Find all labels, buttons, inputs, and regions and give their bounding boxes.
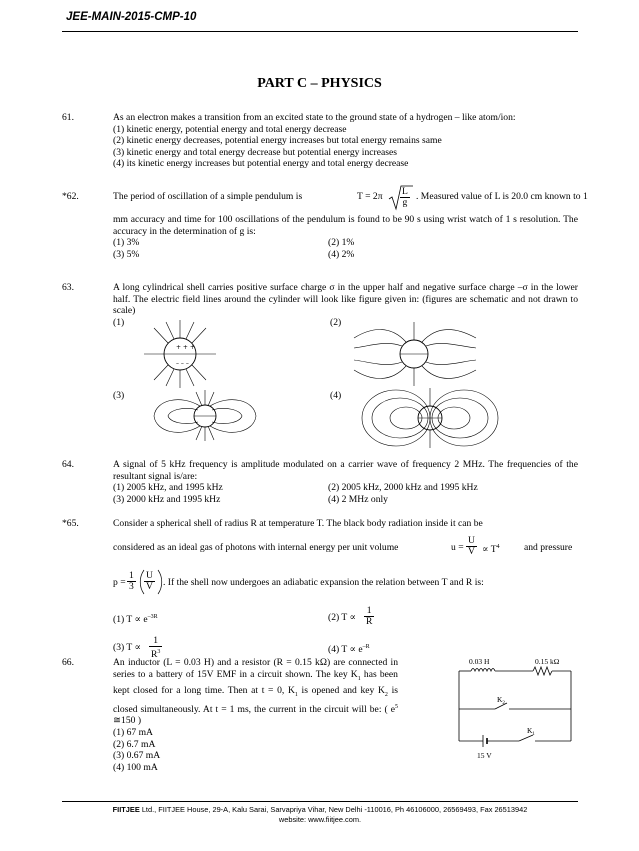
subscript-k1: 1 <box>294 692 298 698</box>
inductor-symbol <box>471 669 495 672</box>
field-figure-4 <box>360 386 500 450</box>
circuit-diagram <box>455 655 577 765</box>
stem-part-e: ≅150 ) <box>113 715 142 727</box>
fig-label-2: (2) <box>330 317 342 328</box>
question-stem-a: The period of oscillation of a simple pendulum is <box>113 191 303 202</box>
fraction-numerator: U <box>146 569 153 581</box>
svg-text:+ + +: + + + <box>176 344 195 351</box>
option-1 <box>113 612 158 626</box>
question-number: *62. <box>62 191 79 202</box>
fraction-numerator: U <box>468 534 475 546</box>
fraction-denominator-base: R <box>151 648 158 660</box>
stem-part-a: An inductor (L = 0.03 H) and a resistor (R = 0.15 kΩ) are connected in series to a battery of 15V EMF in a circuit shown. The key K <box>113 657 398 680</box>
option-4-exponent: –R <box>362 643 370 650</box>
question-stem-c: mm accuracy and time for 100 oscillations of the pendulum is found to be 90 s using wrist watch of 1 s resolution. The accuracy in the determination of g is: <box>113 214 578 237</box>
exponent-5: 5 <box>395 703 398 710</box>
u-rhs-text: ∝ T <box>482 543 497 555</box>
field-figure-2 <box>350 318 480 390</box>
option-2: (2) 2005 kHz, 2000 kHz and 1995 kHz <box>328 482 478 494</box>
u-fraction <box>466 536 477 557</box>
option-1-exponent: –3R <box>147 613 158 620</box>
question-stem: A long cylindrical shell carries positive surface charge σ in the upper half and negative surface charge –σ in the lower half. The electric field lines around the cylinder will look like figure given in: (figures are schematic and not drawn to scale) <box>113 282 578 317</box>
fraction-numerator: 1 <box>364 606 374 617</box>
subscript-k2: 2 <box>384 692 388 698</box>
resistor-symbol <box>533 667 552 675</box>
k2-label <box>497 695 505 706</box>
question-stem-a: Consider a spherical shell of radius R at temperature T. The black body radiation inside it can be <box>113 518 483 529</box>
fraction-numerator: L <box>402 186 408 197</box>
option-4: (4) 2% <box>328 248 355 260</box>
subscript-k1: 1 <box>357 675 361 682</box>
fraction-denominator-exponent: 3 <box>157 648 161 655</box>
option-1: (1) 2005 kHz, and 1995 kHz <box>113 482 223 494</box>
question-stem-b: . Measured value of L is 20.0 cm known to 1 <box>416 191 588 202</box>
question-stem <box>113 657 398 727</box>
footer-website: website: www.fiitjee.com. <box>278 815 362 824</box>
question-number: 61. <box>62 112 74 123</box>
option-2: (2) 6.7 mA <box>113 738 156 750</box>
question-number: *65. <box>62 518 79 529</box>
option-1: (1) 67 mA <box>113 726 153 738</box>
fraction-numerator: 1 <box>149 636 162 647</box>
field-figure-3 <box>150 388 260 443</box>
svg-text:– – –: – – – <box>176 360 189 367</box>
fraction-denominator: g <box>402 197 408 208</box>
stem-part-c: is opened and key K <box>297 685 385 697</box>
fraction-denominator: V <box>146 580 153 592</box>
option-3: (3) 2000 kHz and 1995 kHz <box>113 493 221 505</box>
fig-label-1: (1) <box>113 317 125 328</box>
k1-letter: K <box>527 726 533 735</box>
question-stem: As an electron makes a transition from an excited state to the ground state of a hydrogen – like atom/ion: <box>113 112 516 123</box>
battery-label: 15 V <box>477 751 492 760</box>
u-lhs: u = <box>451 541 464 553</box>
formula-lhs: T = 2π <box>357 191 383 202</box>
option-4: (4) 100 mA <box>113 761 158 773</box>
formula-fraction <box>400 187 410 208</box>
question-stem-c: and pressure <box>524 541 573 553</box>
option-1: (1) 3% <box>113 237 140 249</box>
question-stem-b: considered as an ideal gas of photons with internal energy per unit volume <box>113 541 399 553</box>
resistor-label: 0.15 kΩ <box>535 657 560 666</box>
question-stem-d: . If the shell now undergoes an adiabatic expansion the relation between T and R is: <box>163 576 484 588</box>
p-fraction <box>127 571 136 592</box>
option-4-text: (4) T ∝ e <box>328 643 363 655</box>
u-exponent: 4 <box>496 543 500 550</box>
stem-part-b: has been kept closed for a long time. Then at t = 0, K <box>113 668 398 697</box>
fraction-denominator: 3 <box>129 580 134 592</box>
option-1: (1) kinetic energy, potential energy and total energy decrease <box>113 123 347 135</box>
footer-line-1 <box>62 805 578 815</box>
k2-letter: K <box>497 695 503 704</box>
question-number: 64. <box>62 459 74 470</box>
option-3: (3) kinetic energy and total energy decrease but potential energy increases <box>113 146 397 158</box>
field-figure-1 <box>140 318 220 390</box>
footer-address: Ltd., FIITJEE House, 29-A, Kalu Sarai, Sarvapriya Vihar, New Delhi -110016, Ph 46106000, 26569493, Fax 26513942 <box>139 805 528 814</box>
k1-subscript: 1 <box>532 732 535 737</box>
p-inner-fraction <box>144 571 155 592</box>
stem-part-d: is closed simultaneously. At t = 1 ms, the current in the circuit will be: ( e <box>113 685 398 715</box>
fraction-denominator: V <box>468 545 475 557</box>
header-rule <box>62 31 578 32</box>
footer-rule <box>62 801 578 802</box>
p-lhs: p = <box>113 576 126 588</box>
question-stem: A signal of 5 kHz frequency is amplitude modulated on a carrier wave of frequency 2 MHz. The frequencies of the resultant signal is/are: <box>113 459 578 482</box>
footer-brand: FIITJEE <box>112 805 140 814</box>
fraction-denominator: R <box>366 615 373 627</box>
k2-subscript: 2 <box>502 701 505 706</box>
option-3: (3) 0.67 mA <box>113 750 161 762</box>
page-footer <box>62 805 578 825</box>
page-header: JEE-MAIN-2015-CMP-10 <box>66 11 197 23</box>
option-4: (4) 2 MHz only <box>328 493 388 505</box>
option-2: (2) 1% <box>328 237 355 249</box>
option-2: (2) kinetic energy decreases, potential energy increases but total energy remains same <box>113 135 442 147</box>
option-4 <box>328 642 370 656</box>
option-3: (3) 5% <box>113 248 140 260</box>
option-2-fraction <box>364 606 374 627</box>
option-2: (2) T ∝ <box>328 611 356 623</box>
fraction-numerator: 1 <box>129 569 134 581</box>
u-rhs <box>482 542 500 556</box>
option-1-text: (1) T ∝ e <box>113 613 148 625</box>
fig-label-3: (3) <box>113 390 125 401</box>
question-number: 63. <box>62 282 74 293</box>
question-number: 66. <box>62 657 74 668</box>
section-title: PART C – PHYSICS <box>257 76 382 91</box>
option-4: (4) its kinetic energy increases but potential energy and total energy decrease <box>113 158 409 170</box>
fig-label-4: (4) <box>330 390 342 401</box>
inductor-label: 0.03 H <box>469 657 490 666</box>
option-3: (3) T ∝ <box>113 641 141 653</box>
